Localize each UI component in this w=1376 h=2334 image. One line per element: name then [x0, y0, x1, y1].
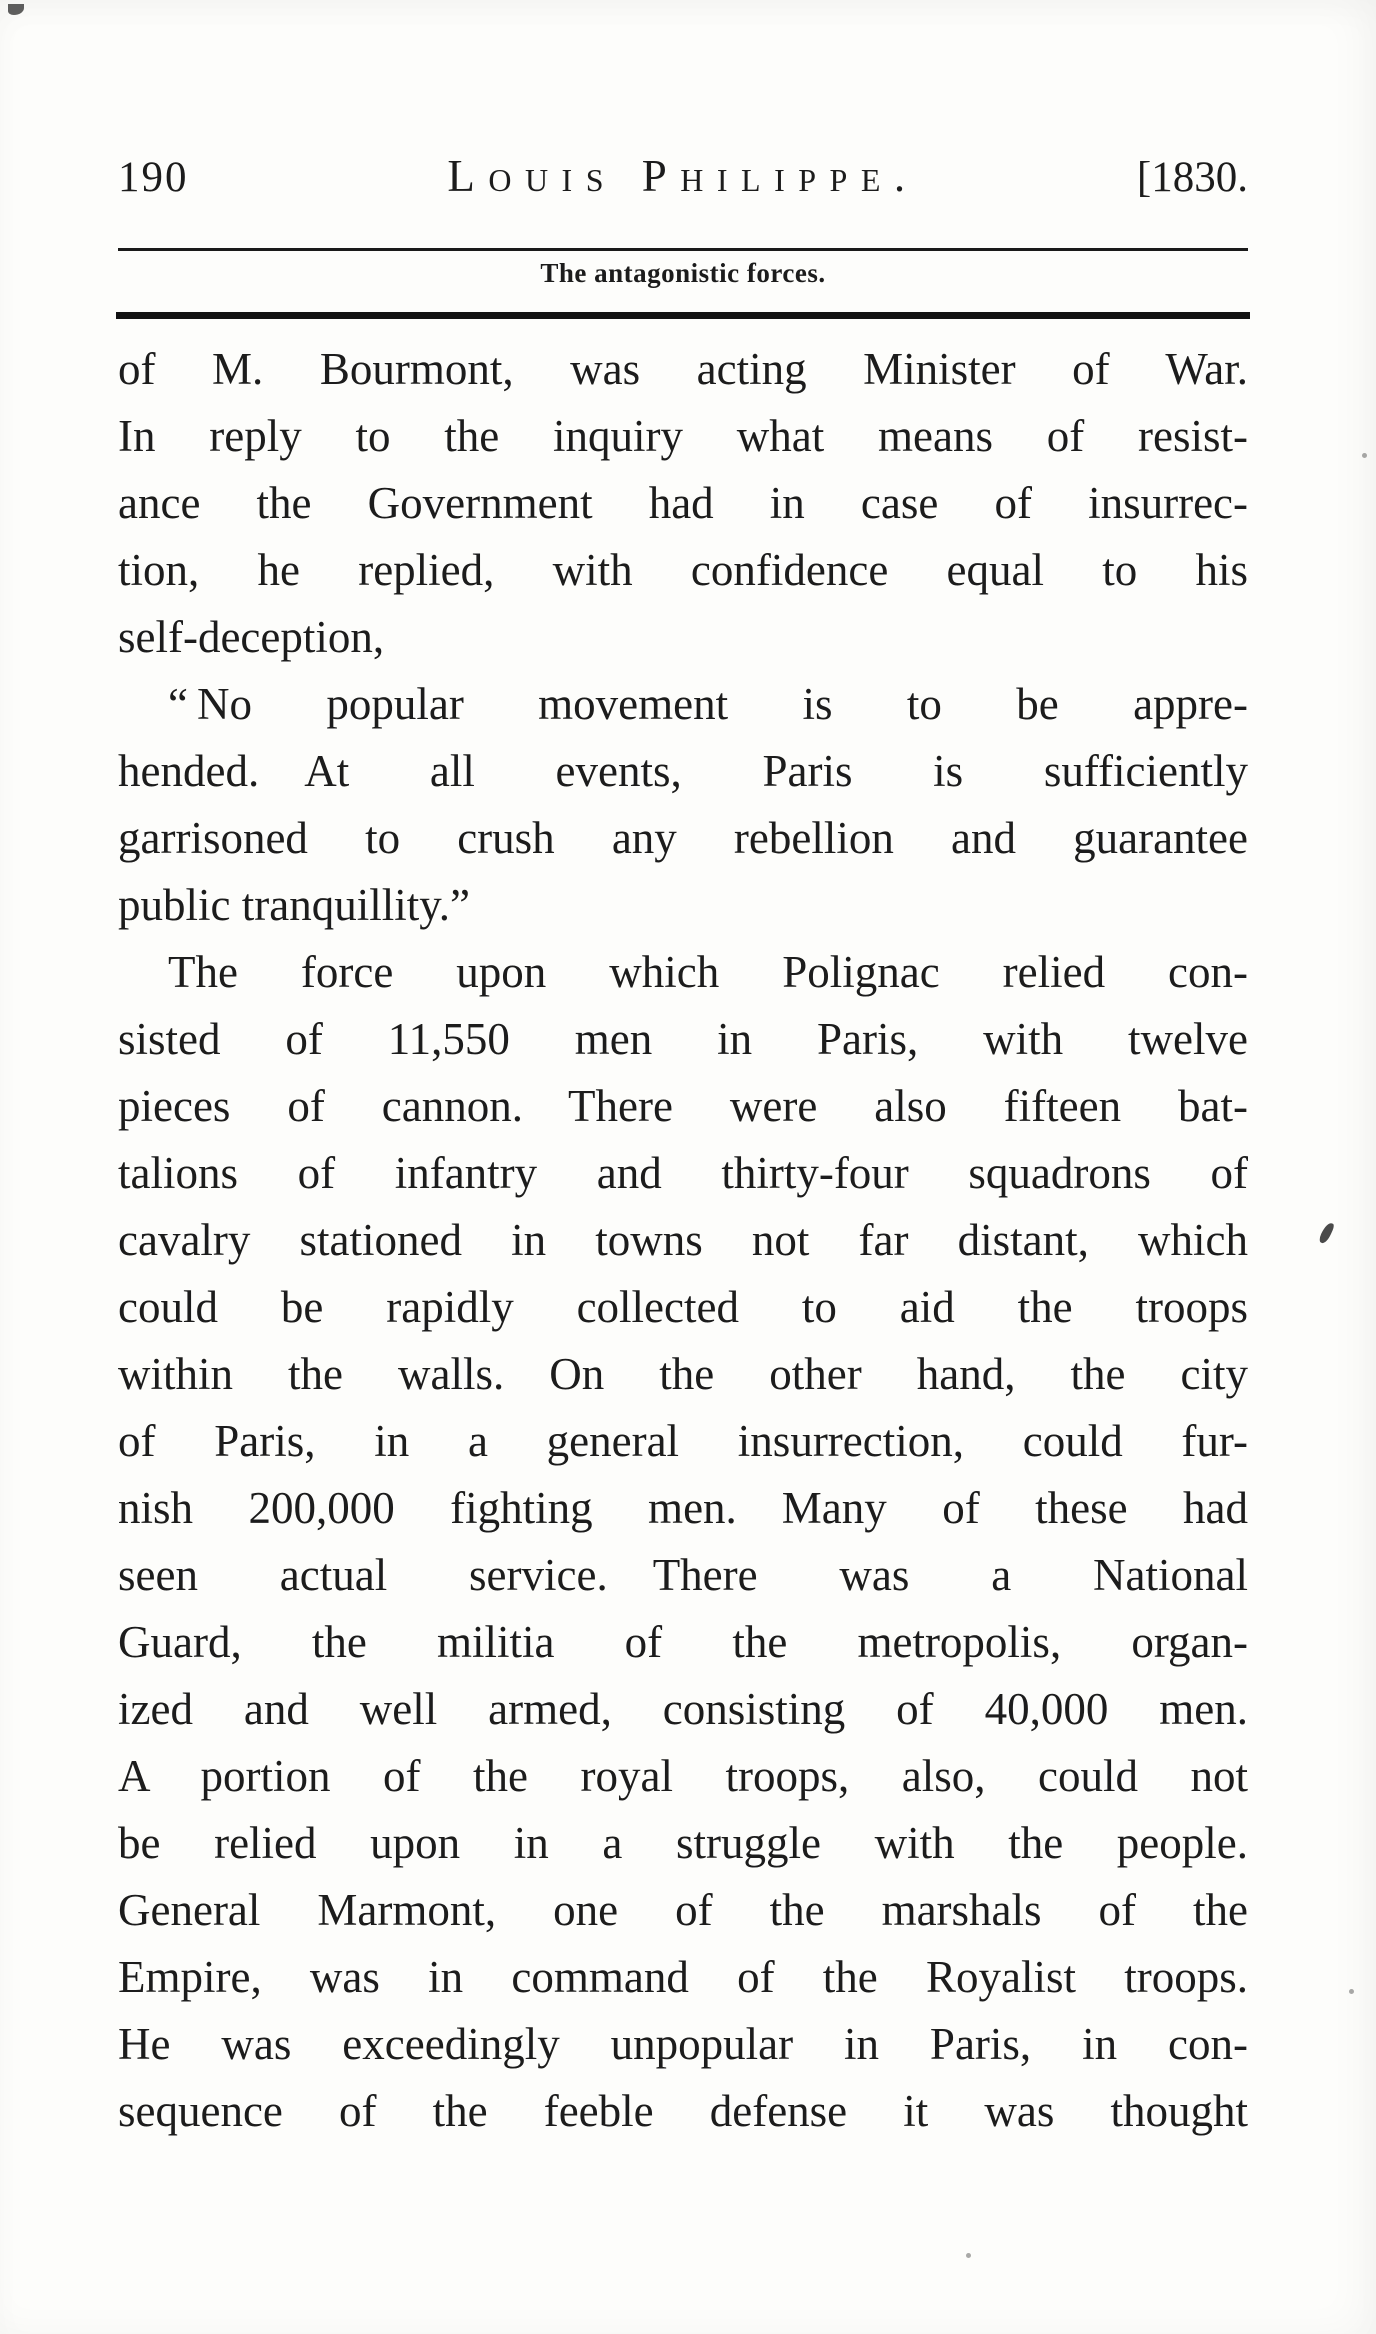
paragraph: [118, 939, 1248, 2145]
page-header: [118, 150, 1248, 202]
text-line: General Marmont, one of the marshals of the: [118, 1885, 1248, 1935]
text-line: could be rapidly collected to aid the troops: [118, 1282, 1248, 1332]
running-title: Louis Philippe.: [447, 151, 919, 201]
text-line: self-deception,: [118, 612, 385, 662]
text-line: Guard, the militia of the metropolis, organ-: [118, 1617, 1248, 1667]
body-text: [118, 336, 1248, 2145]
text-line: He was exceedingly unpopular in Paris, in con-: [118, 2019, 1248, 2069]
scan-artifact-dot: [1349, 1989, 1354, 1994]
text-line: public tranquillity.”: [118, 880, 471, 930]
header-rule-thick: [116, 312, 1250, 319]
text-line: of Paris, in a general insurrection, could fur-: [118, 1416, 1248, 1466]
text-line: “ No popular movement is to be appre-: [168, 679, 1248, 729]
text-line: pieces of cannon. There were also fifteen bat-: [118, 1081, 1248, 1131]
text-line: be relied upon in a struggle with the people.: [118, 1818, 1248, 1868]
scan-artifact-dot: [1362, 453, 1367, 458]
header-rule-thin: [118, 248, 1248, 251]
text-line: ized and well armed, consisting of 40,000 men.: [118, 1684, 1248, 1734]
text-line: seen actual service. There was a National: [118, 1550, 1248, 1600]
section-caption: The antagonistic forces.: [540, 258, 826, 288]
text-line: within the walls. On the other hand, the city: [118, 1349, 1248, 1399]
text-line: A portion of the royal troops, also, could not: [118, 1751, 1248, 1801]
page-number: 190: [118, 154, 189, 201]
text-line: garrisoned to crush any rebellion and guarantee: [118, 813, 1248, 863]
text-line: talions of infantry and thirty-four squadrons of: [118, 1148, 1248, 1198]
text-line: hended. At all events, Paris is sufficiently: [118, 746, 1248, 796]
text-line: cavalry stationed in towns not far distant, which: [118, 1215, 1248, 1265]
scan-artifact-mark: [1318, 1221, 1335, 1245]
paragraph: [118, 671, 1248, 939]
scan-artifact-corner: [8, 4, 24, 15]
edition-date: [1830.: [1136, 154, 1248, 201]
text-line: nish 200,000 fighting men. Many of these had: [118, 1483, 1248, 1533]
text-line: In reply to the inquiry what means of resist-: [118, 411, 1248, 461]
text-line: Empire, was in command of the Royalist troops.: [118, 1952, 1248, 2002]
text-line: sisted of 11,550 men in Paris, with twelve: [118, 1014, 1248, 1064]
text-line: of M. Bourmont, was acting Minister of War.: [118, 344, 1248, 394]
text-line: The force upon which Polignac relied con-: [168, 947, 1248, 997]
text-line: tion, he replied, with confidence equal to his: [118, 545, 1248, 595]
text-line: sequence of the feeble defense it was thought: [118, 2086, 1248, 2136]
scan-artifact-dot: [966, 2253, 971, 2258]
paragraph: [118, 336, 1248, 671]
text-line: ance the Government had in case of insurrec-: [118, 478, 1248, 528]
